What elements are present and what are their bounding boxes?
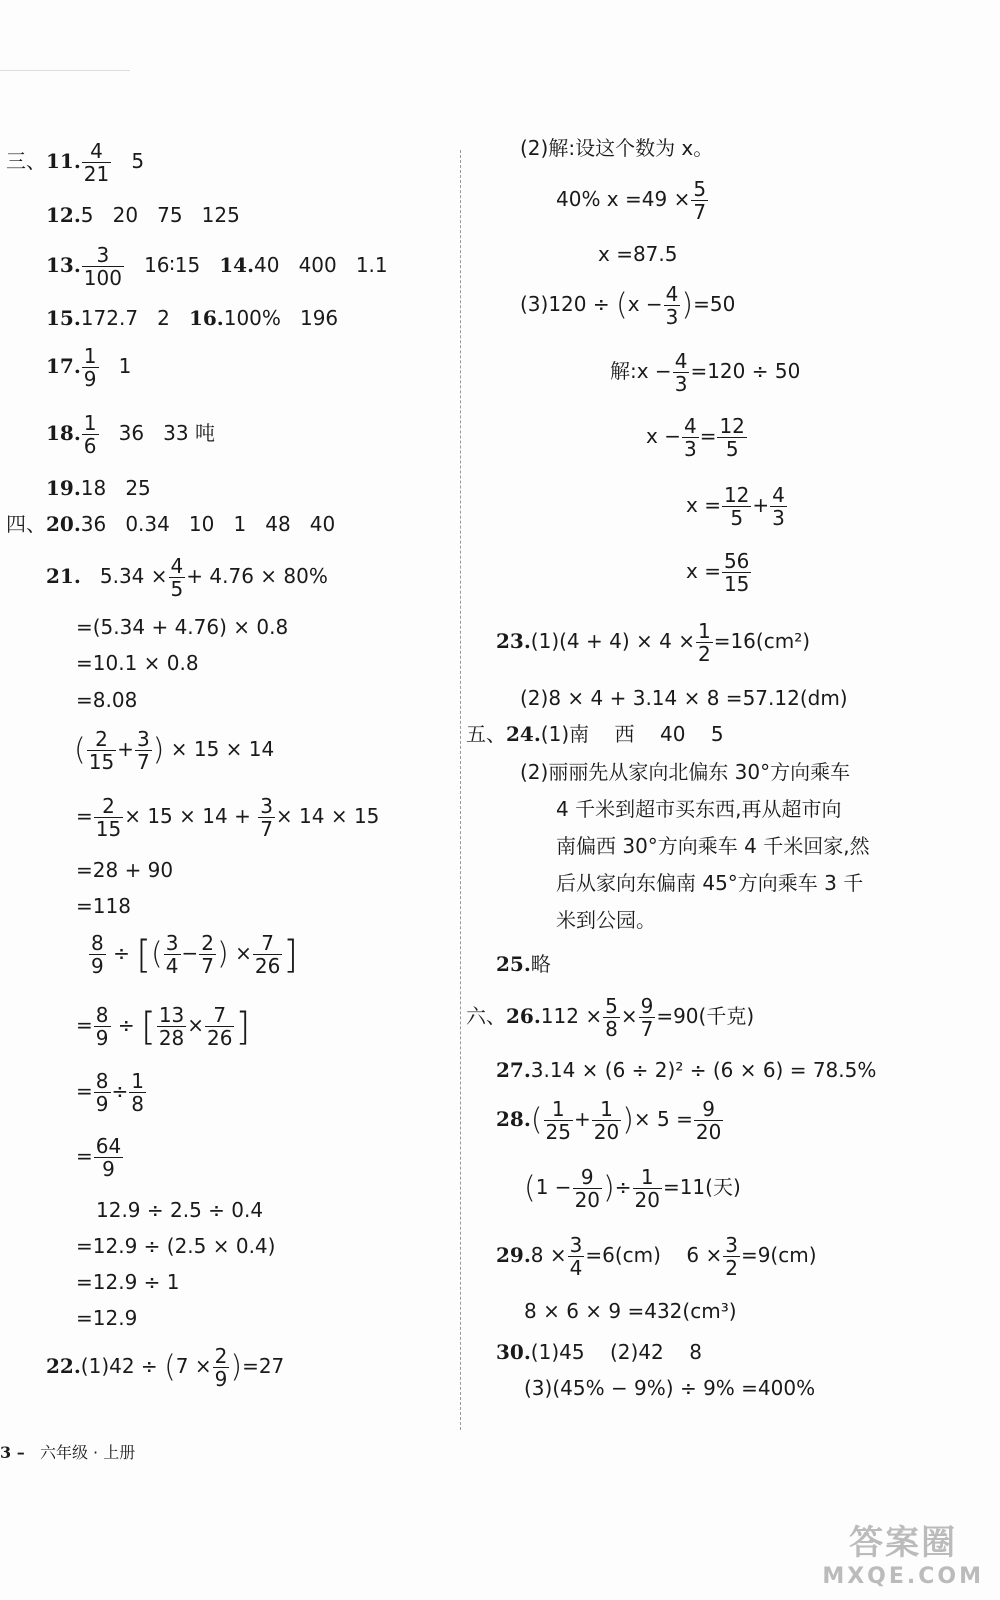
column-divider xyxy=(460,150,461,1430)
q22-part2: (2)解:设这个数为 x。 xyxy=(520,136,714,160)
q24-line2: (2)丽丽先从家向北偏东 30°方向乘车 xyxy=(520,760,851,784)
q21-line10: = $\frac{8}{9}$ ÷ [ $\frac{13}{28}$ × $\frac{7}{26}$ ] xyxy=(76,1003,251,1050)
q21-line15: =12.9 ÷ 1 xyxy=(76,1270,180,1294)
q17: 17. $\frac{1}{9}$ 1 xyxy=(46,344,132,391)
q29-line1: 29.8 × $\frac{3}{4}$ =6(cm) 6 × $\frac{3}{2}$ =9(cm) xyxy=(496,1233,817,1280)
q22-line1: 22.(1)42 ÷ (7 × $\frac{2}{9}$ )=27 xyxy=(46,1344,285,1391)
q21-line2: =(5.34 + 4.76) × 0.8 xyxy=(76,615,289,639)
question-number: 11. xyxy=(46,149,81,173)
header-rule xyxy=(0,70,130,71)
q12: 12.5 20 75 125 xyxy=(46,203,240,227)
section-label: 三、 xyxy=(6,149,46,173)
q25: 25.略 xyxy=(496,952,551,976)
q29-line2: 8 × 6 × 9 =432(cm³) xyxy=(524,1299,737,1323)
q22-solve4: x = $\frac{56}{15}$ xyxy=(686,549,750,596)
q24-line3: 4 千米到超市买东西,再从超市向 xyxy=(556,797,842,821)
q30-line2: (3)(45% − 9%) ÷ 9% =400% xyxy=(524,1376,816,1400)
watermark: 答案圈 MXQE.COM xyxy=(822,1523,984,1589)
q24-line5: 后从家向东偏南 45°方向乘车 3 千 xyxy=(556,871,864,895)
q21-line3: =10.1 × 0.8 xyxy=(76,651,199,675)
q11: 三、11. $\frac{4}{21}$ 5 xyxy=(6,139,145,186)
q21-line16: =12.9 xyxy=(76,1306,138,1330)
q19: 19.18 25 xyxy=(46,476,151,500)
q23-line1: 23.(1)(4 + 4) × 4 × $\frac{1}{2}$ =16(cm²) xyxy=(496,619,811,666)
q21-line4: =8.08 xyxy=(76,688,138,712)
q21-line13: 12.9 ÷ 2.5 ÷ 0.4 xyxy=(96,1198,264,1222)
q22-part3: (3)120 ÷ (x − $\frac{4}{3}$ )=50 xyxy=(520,282,736,329)
q22-eq2: x =87.5 xyxy=(598,242,678,266)
q22-eq1: 40% x =49 × $\frac{5}{7}$ xyxy=(556,177,707,224)
q21-line6: = $\frac{2}{15}$ × 15 × 14 + $\frac{3}{7}$ × 14 × 15 xyxy=(76,794,380,841)
q22-solve1: 解:x − $\frac{4}{3}$ =120 ÷ 50 xyxy=(610,349,801,396)
q26: 六、26.112 × $\frac{5}{8}$ × $\frac{9}{7}$ =90(千克) xyxy=(466,994,755,1041)
q18: 18. $\frac{1}{6}$ 36 33 吨 xyxy=(46,411,215,458)
q24-line4: 南偏西 30°方向乘车 4 千米回家,然 xyxy=(556,834,870,858)
q20: 四、20.36 0.34 10 1 48 40 xyxy=(6,512,336,536)
q21-line1: 21. 5.34 × $\frac{4}{5}$ + 4.76 × 80% xyxy=(46,554,328,601)
q27: 27.3.14 × (6 ÷ 2)² ÷ (6 × 6) = 78.5% xyxy=(496,1058,877,1082)
q22-solve2: x − $\frac{4}{3}$ = $\frac{12}{5}$ xyxy=(646,414,745,461)
q21-line14: =12.9 ÷ (2.5 × 0.4) xyxy=(76,1234,276,1258)
q21-line9: $\frac{8}{9}$ ÷ [( $\frac{3}{4}$ − $\frac{2}{7}$ ) × $\frac{7}{26}$ ] xyxy=(91,931,299,978)
q21-line7: =28 + 90 xyxy=(76,858,174,882)
q28-line1: 28.( $\frac{1}{25}$ + $\frac{1}{20}$ )× 5 = $\frac{9}{20}$ xyxy=(496,1097,722,1144)
q30-line1: 30.(1)45 (2)42 8 xyxy=(496,1340,702,1364)
page-footer: 3 – 六年级 · 上册 xyxy=(0,1443,136,1462)
q21-line5: ( $\frac{2}{15}$ + $\frac{3}{7}$ ) × 15 × 14 xyxy=(74,727,275,774)
q13-q14: 13. $\frac{3}{100}$ 16∶15 14.40 400 1.1 xyxy=(46,243,388,290)
q28-line2: (1 − $\frac{9}{20}$ )÷ $\frac{1}{20}$ =11(天) xyxy=(524,1165,741,1212)
q21-line12: = $\frac{64}{9}$ xyxy=(76,1134,122,1181)
q24-line6: 米到公园。 xyxy=(556,908,656,932)
q21-line11: = $\frac{8}{9}$ ÷ $\frac{1}{8}$ xyxy=(76,1069,144,1116)
q23-line2: (2)8 × 4 + 3.14 × 8 =57.12(dm) xyxy=(520,686,848,710)
q21-line8: =118 xyxy=(76,894,131,918)
q22-solve3: x = $\frac{12}{5}$ + $\frac{4}{3}$ xyxy=(686,483,785,530)
q15-q16: 15.172.7 2 16.100% 196 xyxy=(46,306,339,330)
q24-line1: 五、24.(1)南 西 40 5 xyxy=(466,722,724,746)
